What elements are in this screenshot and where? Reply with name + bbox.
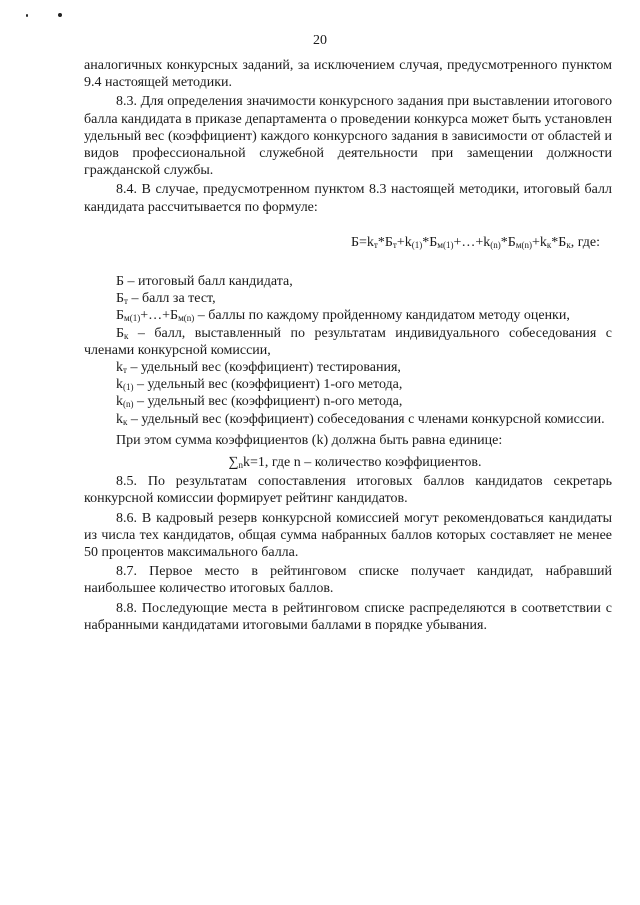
formula-symbol: * xyxy=(377,234,385,250)
sigma-symbol: ∑ xyxy=(228,455,239,471)
definition-method-scores: $Б_{м(1)}+\dots+Б_{м(n)}$ – баллы по каждому пройденному кандидатом методу оценки, xyxy=(116,308,570,324)
paragraph-8-6: 8.6. В кадровый резерв конкурсной комиссией могут рекомендоваться кандидаты из числа тех кандидатов, общая сумма набранных баллов которых составляет не менее 50 процентов максимального балла. xyxy=(84,510,612,561)
formula-symbol: k xyxy=(404,234,412,250)
formula-symbol: * xyxy=(551,234,559,250)
formula-symbol: Б xyxy=(558,234,567,250)
formula-subscript: м(1) xyxy=(437,239,454,250)
formula-symbol: + xyxy=(396,234,405,250)
definition-test-weight: $k_т$ – удельный вес (коэффициент) тестирования, xyxy=(116,360,401,376)
definition-total-score: Б – итоговый балл кандидата, xyxy=(116,274,293,290)
sum-rule-lead: При этом сумма коэффициентов (k) должна быть равна единице: xyxy=(116,432,503,448)
definition-test-score: $Б_т$ – балл за тест, xyxy=(116,291,216,307)
definition-interview-weight: $k_к$ – удельный вес (коэффициент) собеседования с членами конкурсной комиссии. xyxy=(116,411,605,427)
definition-interview-score: $Б_к$ – балл, выставленный по результатам индивидуального собеседования с членами конкурсной комиссии, xyxy=(84,325,612,358)
scan-speck xyxy=(58,13,62,17)
formula-symbol: Б xyxy=(429,234,438,250)
page-number: 20 xyxy=(313,33,327,48)
sum-rule-formula: $\sum_nk=1$, где n – количество коэффициентов. xyxy=(228,455,482,471)
formula-subscript: к xyxy=(566,239,571,250)
formula-subscript: к xyxy=(546,239,552,250)
page-body xyxy=(84,57,612,634)
formula-subscript: т xyxy=(392,239,397,250)
formula-subscript: м(n) xyxy=(515,239,533,250)
formula-subscript: (n) xyxy=(490,239,501,250)
formula-symbol: = xyxy=(358,234,367,250)
formula-tail: , где: xyxy=(570,234,600,250)
formula-symbol: Б xyxy=(384,234,393,250)
sigma-subscript: n xyxy=(238,460,243,471)
paragraph-8-4: 8.4. В случае, предусмотренном пунктом 8.3 настоящей методики, итоговый балл кандидата рассчитывается по формуле: xyxy=(84,182,612,215)
scan-speck xyxy=(26,14,28,17)
paragraph-continuation: аналогичных конкурсных заданий, за исключением случая, предусмотренного пунктом 9.4 настоящей методики. xyxy=(84,58,612,91)
formula-symbol: +…+ xyxy=(453,234,484,250)
paragraph-8-7: 8.7. Первое место в рейтинговом списке получает кандидат, набравший наибольшее количество итоговых баллов. xyxy=(84,564,612,597)
formula-symbol: Б xyxy=(350,234,359,250)
formula-symbol: k xyxy=(366,234,374,250)
definition-methodn-weight: $k_{(n)}$ – удельный вес (коэффициент) n-ого метода, xyxy=(116,394,403,410)
formula-symbol: + xyxy=(532,234,540,250)
formula-symbol: * xyxy=(500,234,508,250)
paragraph-8-5: 8.5. По результатам сопоставления итоговых баллов кандидатов секретарь конкурсной комиссии формирует рейтинг кандидатов. xyxy=(84,474,612,507)
definition-method1-weight: $k_{(1)}$ – удельный вес (коэффициент) 1-ого метода, xyxy=(116,377,403,393)
paragraph-8-8: 8.8. Последующие места в рейтинговом списке распределяются в соответствии с набранными кандидатами итоговыми баллами в порядке убывания. xyxy=(84,600,612,633)
formula-symbol: Б xyxy=(507,234,516,250)
score-formula xyxy=(84,234,612,251)
formula-symbol: k xyxy=(483,234,491,250)
formula-symbol: k xyxy=(539,234,547,250)
formula-subscript: (1) xyxy=(411,239,423,250)
paragraph-8-3: 8.3. Для определения значимости конкурсного задания при выставлении итогового балла кандидата в приказе департамента о проведении конкурса может быть установлен удельный вес (коэффициент) каждого конкурсного задания в зависимости от областей и видов профессиональной служебной деятельности при замещении должности гражданской службы. xyxy=(84,94,612,179)
formula-symbol: * xyxy=(422,234,430,250)
formula-subscript: т xyxy=(373,239,378,250)
